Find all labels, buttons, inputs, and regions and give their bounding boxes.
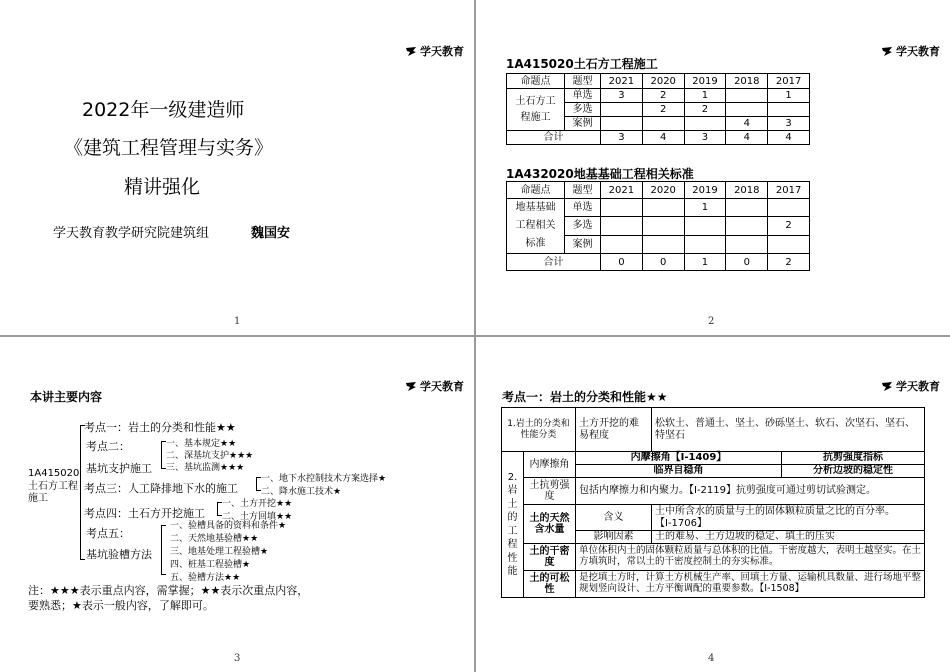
total-cell: 4 [642, 131, 684, 145]
legend-note-line-2: 要熟悉；★表示一般内容，了解即可。 [28, 599, 214, 612]
header-cell: 2019 [684, 182, 726, 199]
cell: 影响因素 [576, 531, 652, 544]
page-number: 3 [234, 653, 241, 664]
value-cell [642, 117, 684, 131]
total-cell: 0 [601, 254, 643, 271]
value-cell [768, 199, 810, 217]
point-4: 考点四：土石方开挖施工 [84, 507, 205, 520]
value-cell [726, 103, 768, 117]
cell: 含义 [576, 505, 652, 531]
author-name: 魏国安 [251, 226, 291, 241]
logo-mark-icon [405, 381, 417, 392]
row-label: 土抗剪强度 [524, 478, 576, 505]
page-number: 1 [234, 316, 241, 327]
value-cell [684, 235, 726, 253]
point-4-item: 二、土方回填★★ [222, 512, 293, 522]
total-cell: 0 [726, 254, 768, 271]
total-label: 合计 [507, 254, 601, 271]
point-5-name: 基坑验槽方法 [86, 548, 152, 561]
row-desc: 单位体积内土的固体颗粒质量与总体积的比值。干密度越大，表明土越坚实。在土方填筑时，常以土的干密度控制土的夯实标准。 [576, 544, 925, 571]
cell: 临界自稳角 [576, 465, 782, 478]
soil-properties-table [501, 407, 925, 598]
slide-3 [0, 337, 474, 672]
value-cell [601, 117, 643, 131]
table-row [502, 544, 925, 571]
legend-note-line-1: 注：★★★表示重点内容，需掌握；★★表示次重点内容， [28, 584, 309, 597]
table-row [502, 571, 925, 598]
type-cell: 多选 [565, 217, 601, 235]
logo-mark-icon [881, 381, 893, 392]
logo-text: 学天教育 [420, 380, 464, 393]
point-5-item: 二、天然地基验槽★★ [170, 534, 259, 544]
point-3-item: 一、地下水控制技术方案选择★ [261, 474, 387, 484]
value-cell [642, 217, 684, 235]
total-cell: 3 [601, 131, 643, 145]
table-row [507, 89, 810, 103]
table-header-row [507, 74, 810, 89]
row-label: 土的干密度 [524, 544, 576, 571]
cell: 抗剪强度指标 [782, 452, 925, 465]
point-5-item: 三、地基处理工程验槽★ [170, 547, 269, 557]
brand-logo [881, 378, 940, 394]
value-cell: 2 [768, 217, 810, 235]
value-cell [726, 235, 768, 253]
total-row [507, 131, 810, 145]
brand-logo [881, 43, 940, 59]
type-cell: 案例 [565, 117, 601, 131]
cell: 内摩擦角【Ⅰ-1409】 [576, 452, 782, 465]
value-cell [601, 217, 643, 235]
slide-2 [476, 0, 950, 335]
row-desc: 松软土、普通土、坚土、砂砾坚土、软石、次坚石、坚石、特坚石 [652, 408, 925, 452]
value-cell [726, 217, 768, 235]
value-cell [601, 103, 643, 117]
value-cell [726, 199, 768, 217]
header-cell: 命题点 [507, 74, 565, 89]
total-cell: 2 [768, 254, 810, 271]
point-5-item: 五、验槽方法★★ [170, 573, 241, 583]
table-header-row [507, 182, 810, 199]
value-cell [642, 235, 684, 253]
point-2-name: 基坑支护施工 [86, 462, 152, 475]
value-cell [726, 89, 768, 103]
type-cell: 多选 [565, 103, 601, 117]
type-cell: 单选 [565, 199, 601, 217]
row-desc: 包括内摩擦力和内聚力。【Ⅰ-2119】抗剪强度可通过剪切试验测定。 [576, 478, 925, 505]
table-row [502, 408, 925, 452]
table-row [502, 452, 925, 465]
value-cell [768, 103, 810, 117]
cell: 分析边坡的稳定性 [782, 465, 925, 478]
row-desc: 土的难易、土方边坡的稳定、填土的压实 [652, 531, 925, 544]
row-desc: 是挖填土方时，计算土方机械生产率、回填土方量、运输机具数量、进行场地平整规划竖向设计、土方平衡调配的重要参数。【Ⅰ-1508】 [576, 571, 925, 598]
brand-logo [405, 43, 464, 59]
row-label: 1.岩土的分类和性能分类 [502, 408, 576, 452]
total-row [507, 254, 810, 271]
table-row [507, 199, 810, 217]
header-cell: 题型 [565, 74, 601, 89]
title-line-3: 精讲强化 [124, 176, 201, 198]
type-cell: 案例 [565, 235, 601, 253]
type-cell: 单选 [565, 89, 601, 103]
slide-title: 考点一：岩土的分类和性能★★ [502, 390, 668, 404]
value-cell [601, 235, 643, 253]
value-cell: 1 [768, 89, 810, 103]
value-cell: 2 [684, 103, 726, 117]
total-cell: 0 [642, 254, 684, 271]
outline-title: 本讲主要内容 [30, 390, 103, 404]
point-3-item: 二、降水施工技术★ [261, 487, 342, 497]
section-title-1: 1A415020土石方工程施工 [506, 57, 658, 71]
header-cell: 2017 [768, 182, 810, 199]
exam-stats-table-1 [506, 73, 810, 145]
slide-4 [476, 337, 950, 672]
group-label: 2.岩土的工程性能 [502, 452, 524, 598]
value-cell [601, 199, 643, 217]
slide-1 [0, 0, 474, 335]
table-row [502, 505, 925, 531]
total-cell: 4 [768, 131, 810, 145]
point-3: 考点三：人工降排地下水的施工 [84, 482, 238, 495]
logo-text: 学天教育 [896, 45, 940, 58]
point-4-item: 一、土方开挖★★ [222, 499, 293, 509]
header-cell: 2020 [642, 74, 684, 89]
value-cell: 3 [768, 117, 810, 131]
header-cell: 题型 [565, 182, 601, 199]
header-cell: 命题点 [507, 182, 565, 199]
value-cell: 2 [642, 89, 684, 103]
header-cell: 2018 [726, 74, 768, 89]
logo-mark-icon [405, 46, 417, 57]
logo-text: 学天教育 [896, 380, 940, 393]
point-2-item: 一、基本规定★★ [166, 439, 237, 449]
header-cell: 2018 [726, 182, 768, 199]
title-line-1: 2022年一级建造师 [82, 99, 245, 121]
row-sublabel: 土方开挖的难易程度 [576, 408, 652, 452]
value-cell: 1 [684, 199, 726, 217]
value-cell: 1 [684, 89, 726, 103]
value-cell [768, 235, 810, 253]
value-cell [684, 217, 726, 235]
header-cell: 2020 [642, 182, 684, 199]
point-5-label: 考点五： [86, 527, 130, 540]
row-desc: 土中所含水的质量与土的固体颗粒质量之比的百分率。【Ⅰ-1706】 [652, 505, 925, 531]
total-label: 合计 [507, 131, 601, 145]
value-cell: 2 [642, 103, 684, 117]
value-cell [684, 117, 726, 131]
total-cell: 4 [726, 131, 768, 145]
topic-cell: 土石方工程施工 [507, 89, 565, 131]
point-5-item: 四、桩基工程验槽★ [170, 560, 251, 570]
point-2-label: 考点二： [86, 440, 130, 453]
row-label: 内摩擦角 [524, 452, 576, 478]
topic-cell: 地基基础工程相关标准 [507, 199, 565, 254]
point-2-item: 二、深基坑支护★★★ [166, 451, 254, 461]
exam-stats-table-2 [506, 181, 810, 271]
row-label: 土的可松性 [524, 571, 576, 598]
logo-mark-icon [881, 46, 893, 57]
point-5-item: 一、验槽具备的资料和条件★ [170, 521, 287, 531]
table-row [502, 478, 925, 505]
header-cell: 2021 [601, 74, 643, 89]
value-cell [642, 199, 684, 217]
point-2-item: 三、基坑监测★★★ [166, 463, 245, 473]
page-number: 2 [708, 316, 715, 327]
value-cell: 3 [601, 89, 643, 103]
value-cell: 4 [726, 117, 768, 131]
header-cell: 2021 [601, 182, 643, 199]
outline-root: 1A415020土石方工程施工 [28, 468, 80, 504]
row-label: 土的天然含水量 [524, 505, 576, 544]
header-cell: 2017 [768, 74, 810, 89]
header-cell: 2019 [684, 74, 726, 89]
total-cell: 1 [684, 254, 726, 271]
section-title-2: 1A432020地基基础工程相关标准 [506, 167, 694, 181]
point-5-bracket [161, 525, 166, 575]
logo-text: 学天教育 [420, 45, 464, 58]
brand-logo [405, 378, 464, 394]
total-cell: 3 [684, 131, 726, 145]
point-1: 考点一：岩土的分类和性能★★ [84, 421, 236, 434]
title-line-2: 《建筑工程管理与实务》 [64, 137, 274, 159]
page-number: 4 [708, 653, 715, 664]
author-org: 学天教育教学研究院建筑组 [53, 226, 210, 241]
